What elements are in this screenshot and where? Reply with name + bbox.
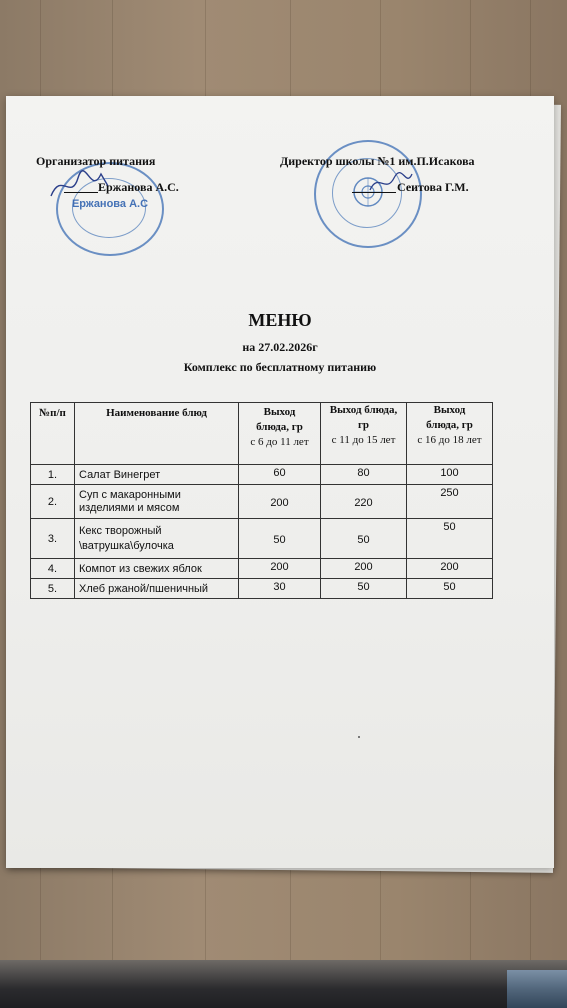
background-object — [0, 960, 567, 1008]
dish-name: Салат Винегрет — [75, 465, 239, 485]
dish-name: Хлеб ржаной/пшеничный — [75, 579, 239, 599]
portion-11-15: 220 — [321, 485, 407, 519]
row-number: 4. — [31, 559, 75, 579]
portion-6-11: 200 — [239, 485, 321, 519]
director-name: Сеитова Г.М. — [397, 180, 469, 194]
col-header-age-11-15: Выход блюда, гр с 11 до 15 лет — [321, 403, 407, 465]
menu-table — [30, 402, 493, 599]
document-subtitle: Комплекс по бесплатному питанию — [183, 360, 377, 374]
portion-6-11: 30 — [239, 579, 321, 599]
portion-11-15: 50 — [321, 579, 407, 599]
organizer-signature-line — [64, 192, 98, 193]
col-header-name: Наименование блюд — [75, 403, 239, 465]
stamp-text: Ержанова А.С — [71, 198, 149, 210]
col-header-age-6-11: Выход блюда, гр с 6 до 11 лет — [239, 403, 321, 465]
portion-11-15: 200 — [321, 559, 407, 579]
portion-16-18: 250 — [407, 485, 493, 519]
menu-document — [6, 96, 554, 868]
table-row — [31, 485, 493, 519]
portion-6-11: 50 — [239, 519, 321, 559]
table-row — [31, 579, 493, 599]
row-number: 5. — [31, 579, 75, 599]
table-header-row — [31, 403, 493, 465]
col-header-age-16-18: Выход блюда, гр с 16 до 18 лет — [407, 403, 493, 465]
director-title: Директор школы №1 им.П.Исакова — [280, 154, 475, 168]
portion-16-18: 50 — [407, 579, 493, 599]
row-number: 1. — [31, 465, 75, 485]
organizer-title: Организатор питания — [36, 154, 156, 168]
col-header-num: №п/п — [31, 403, 75, 465]
document-title: МЕНЮ — [248, 310, 312, 330]
dish-name: Кекс творожный \ватрушка\булочка — [75, 519, 239, 559]
organizer-name: Ержанова А.С. — [98, 180, 179, 194]
paper-speck — [358, 736, 360, 738]
table-row — [31, 559, 493, 579]
dish-name: Компот из свежих яблок — [75, 559, 239, 579]
director-signature-line — [352, 192, 396, 193]
portion-16-18: 100 — [407, 465, 493, 485]
table-row — [31, 519, 493, 559]
row-number: 2. — [31, 485, 75, 519]
portion-11-15: 80 — [321, 465, 407, 485]
row-number: 3. — [31, 519, 75, 559]
document-date: на 27.02.2026г — [242, 340, 318, 354]
portion-16-18: 200 — [407, 559, 493, 579]
portion-16-18: 50 — [407, 519, 493, 559]
portion-6-11: 200 — [239, 559, 321, 579]
portion-11-15: 50 — [321, 519, 407, 559]
table-row — [31, 465, 493, 485]
dish-name: Суп с макаронными изделиями и мясом — [75, 485, 239, 519]
portion-6-11: 60 — [239, 465, 321, 485]
